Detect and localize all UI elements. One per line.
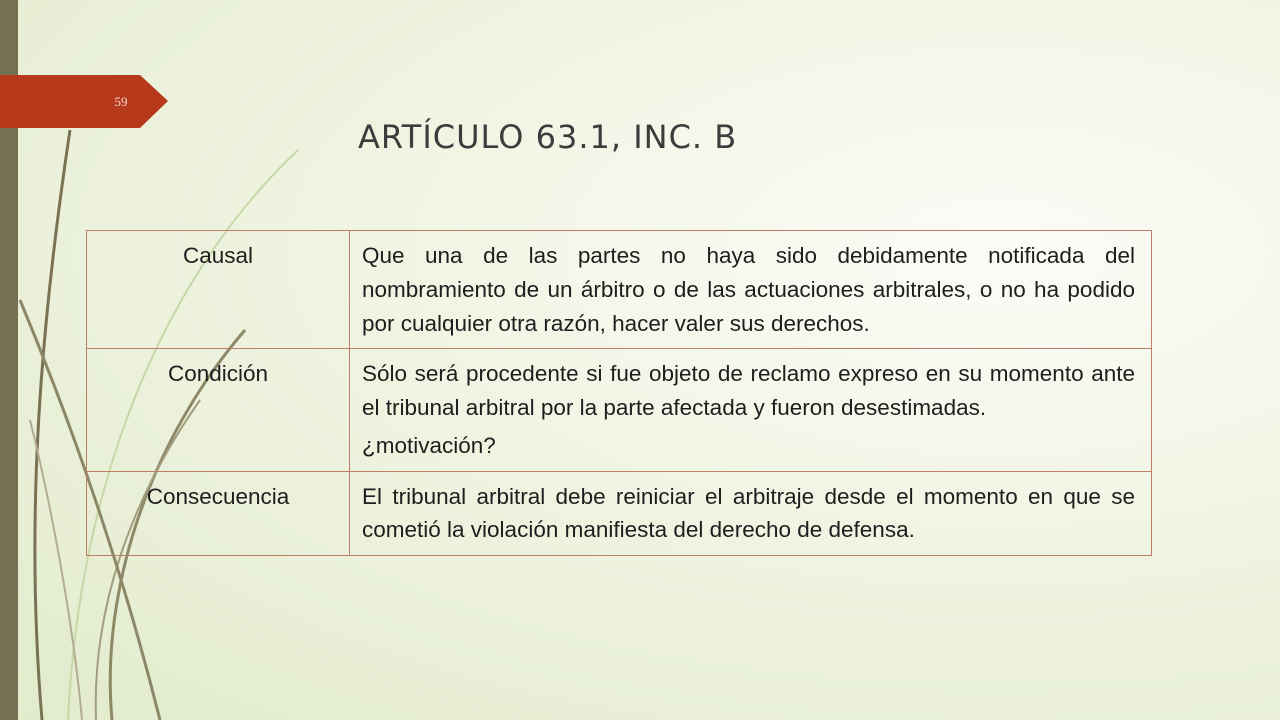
description-paragraph: El tribunal arbitral debe reiniciar el arbitraje desde el momento en que se cometió la violación manifiesta del derecho de defensa. [362, 483, 1135, 543]
table-row [87, 471, 1152, 556]
row-label: Consecuencia [87, 471, 350, 556]
row-description [350, 471, 1152, 556]
description-paragraph: Que una de las partes no haya sido debidamente notificada del nombramiento de un árbitro o de las actuaciones arbitrales, o no ha podido por cualquier otra razón, hacer valer sus derechos. [362, 243, 1135, 336]
slide-title: ARTÍCULO 63.1, INC. B [358, 118, 738, 156]
slide-number: 59 [114, 94, 128, 109]
row-label: Causal [87, 231, 350, 349]
row-description [350, 231, 1152, 349]
row-label: Condición [87, 349, 350, 471]
description-paragraph: Sólo será procedente si fue objeto de reclamo expreso en su momento ante el tribunal arbitral por la parte afectada y fueron desestimadas. [362, 361, 1135, 420]
table-row [87, 231, 1152, 349]
slide-number-tab [0, 75, 168, 128]
decorative-curve [35, 130, 70, 720]
article-table [86, 230, 1152, 556]
row-description [350, 349, 1152, 471]
table-row [87, 349, 1152, 471]
description-paragraph: ¿motivación? [362, 432, 496, 458]
